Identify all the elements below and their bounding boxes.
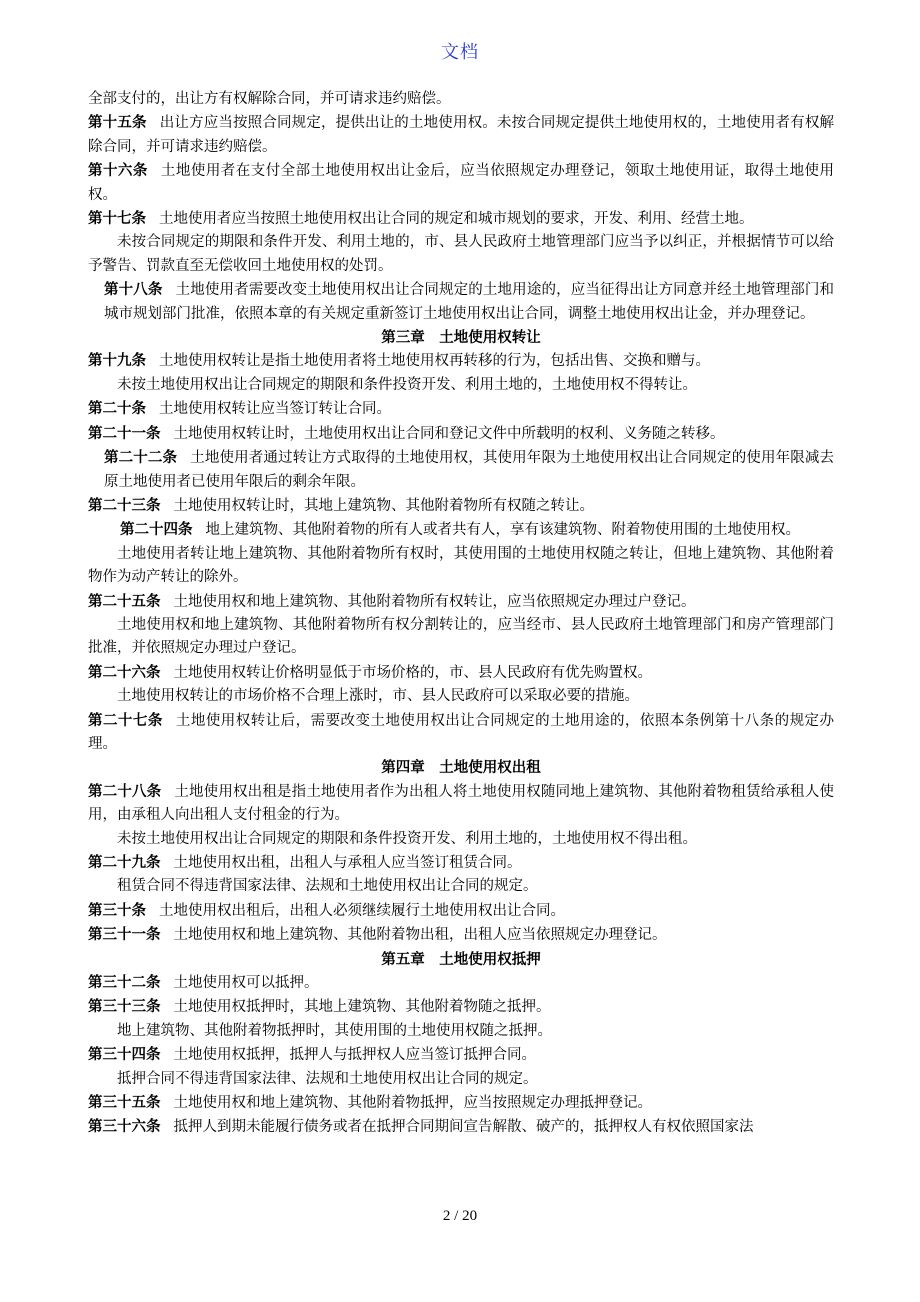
article-text: 地上建筑物、其他附着物的所有人或者共有人，享有该建筑物、附着物使用围的土地使用权。 [205,522,801,539]
article-text: 土地使用权转让是指土地使用者将土地使用权再转移的行为，包括出售、交换和赠与。 [159,353,711,370]
article-paragraph [88,349,834,373]
article-text: 土地使用者通过转让方式取得的土地使用权，其使用年限为土地使用权出让合同规定的使用年限减去原土地使用者已使用年限后的剩余年限。 [104,450,834,490]
article-paragraph [88,971,834,995]
article-paragraph [88,661,834,685]
paragraph-text: 未按土地使用权出让合同规定的期限和条件投资开发、利用土地的，土地使用权不得转让。 [117,376,697,393]
article-text: 土地使用权转让应当签订转让合同。 [159,401,392,418]
article-text: 土地使用权出租，出租人与承租人应当签订租赁合同。 [173,855,522,871]
current-page: 2 [442,1208,451,1224]
article-text: 土地使用权转让时，土地使用权出让合同和登记文件中所载明的权利、义务随之转移。 [173,425,725,442]
text-paragraph [88,374,834,397]
article-number: 第二十条 [88,400,146,418]
article-number: 第二十六条 [88,663,161,681]
total-pages: 20 [462,1208,478,1224]
article-paragraph [88,518,834,542]
article-text: 土地使用权转让后，需要改变土地使用权出让合同规定的土地用途的，依照本条例第十八条的规定办理。 [88,712,835,752]
article-text: 土地使用权抵押时，其地上建筑物、其他附着物随之抵押。 [173,999,551,1016]
article-number: 第二十四条 [120,521,193,539]
article-number: 第二十九条 [88,854,161,871]
text-paragraph [88,543,834,590]
article-text: 土地使用者需要改变土地使用权出让合同规定的土地用途的，应当征得出让方同意并经土地管理部门和城市规划部门批准，依照本章的有关规定重新签订土地使用权出让合同，调整土地使用权出让金，并办理登记。 [104,282,835,322]
article-paragraph [88,899,834,923]
text-paragraph [88,1020,834,1043]
chapter-heading [88,326,834,349]
article-text: 土地使用权和地上建筑物、其他附着物抵押，应当按照规定办理抵押登记。 [173,1095,653,1112]
paragraph-text: 租赁合同不得违背国家法律、法规和土地使用权出让合同的规定。 [117,878,538,895]
text-paragraph [88,828,834,851]
article-paragraph [88,1043,834,1067]
article-number: 第二十三条 [88,496,161,514]
article-number: 第十九条 [88,352,146,370]
article-number: 第二十七条 [88,711,163,729]
article-number: 第二十八条 [88,782,162,800]
article-text: 土地使用权和地上建筑物、其他附着物所有权转让，应当依照规定办理过户登记。 [173,593,696,610]
text-paragraph [88,685,834,708]
article-paragraph [88,446,834,494]
chapter-heading [88,756,834,779]
document-body [88,88,834,1140]
article-text: 土地使用权和地上建筑物、其他附着物出租，出租人应当依照规定办理登记。 [173,927,667,944]
article-paragraph [88,1091,834,1115]
article-paragraph [88,995,834,1019]
article-text: 土地使用权出租后，出租人必须继续履行土地使用权出让合同。 [159,902,566,919]
article-paragraph [88,111,834,159]
paragraph-text: 土地使用者转让地上建筑物、其他附着物所有权时，其使用围的土地使用权随之转让，但地上建筑物、其他附着物作为动产转让的除外。 [88,545,834,586]
text-paragraph [88,614,834,661]
article-number: 第二十二条 [104,449,178,467]
article-paragraph [88,1115,834,1139]
article-text: 土地使用权出租是指土地使用者作为出租人将土地使用权随同地上建筑物、其他附着物租赁给承租人使用，由承租人向出租人支付租金的行为。 [88,783,834,824]
article-number: 第三十六条 [88,1118,161,1136]
chapter-number: 第三章 [381,329,425,347]
article-paragraph [88,923,834,947]
paragraph-text: 未按合同规定的期限和条件开发、利用土地的，市、县人民政府土地管理部门应当予以纠正，并根据情节可以给予警告、罚款直至无偿收回土地使用权的处罚。 [88,234,834,274]
article-text: 出让方应当按照合同规定，提供出让的土地使用权。未按合同规定提供土地使用权的，土地使用者有权解除合同，并可请求违约赔偿。 [88,115,835,155]
article-paragraph [88,494,834,518]
article-paragraph [88,207,834,231]
article-text: 土地使用权转让价格明显低于市场价格的，市、县人民政府有优先购置权。 [173,664,653,681]
paragraph-text: 土地使用权转让的市场价格不合理上涨时，市、县人民政府可以采取必要的措施。 [117,688,639,705]
article-paragraph [88,851,834,875]
article-paragraph [88,422,834,446]
paragraph-text: 抵押合同不得违背国家法律、法规和土地使用权出让合同的规定。 [117,1070,538,1087]
chapter-heading [88,948,834,971]
article-number: 第十七条 [88,210,146,228]
article-number: 第二十一条 [88,424,161,442]
article-number: 第十五条 [88,114,147,132]
article-text: 土地使用权抵押，抵押人与抵押权人应当签订抵押合同。 [173,1047,537,1064]
chapter-title: 土地使用权转让 [439,329,541,347]
chapter-number: 第五章 [381,950,425,968]
article-number: 第十六条 [88,162,148,180]
paragraph-text: 未按土地使用权出让合同规定的期限和条件投资开发、利用土地的，土地使用权不得出租。 [117,830,697,847]
article-number: 第三十四条 [88,1046,161,1064]
article-text: 土地使用者应当按照土地使用权出让合同的规定和城市规划的要求，开发、利用、经营土地。 [159,211,754,228]
paragraph-text: 土地使用权和地上建筑物、其他附着物所有权分割转让的，应当经市、县人民政府土地管理部门和房产管理部门批准，并依照规定办理过户登记。 [88,616,834,657]
page-header: 文档 [441,42,479,63]
article-text: 抵押人到期未能履行债务或者在抵押合同期间宣告解散、破产的，抵押权人有权依照国家法 [173,1119,754,1136]
article-text: 土地使用权可以抵押。 [173,975,319,992]
article-paragraph [88,780,834,828]
article-text: 土地使用者在支付全部土地使用权出让金后，应当依照规定办理登记，领取土地使用证，取得土地使用权。 [88,163,834,203]
article-text: 土地使用权转让时，其地上建筑物、其他附着物所有权随之转让。 [173,497,595,514]
article-number: 第三十条 [88,901,146,919]
article-number: 第三十二条 [88,974,161,992]
article-paragraph [88,278,834,326]
text-paragraph [88,231,834,278]
article-number: 第三十五条 [88,1094,161,1112]
article-paragraph [88,397,834,421]
article-paragraph [88,590,834,614]
article-paragraph [88,159,834,207]
chapter-title: 土地使用权抵押 [439,950,541,968]
paragraph-text: 地上建筑物、其他附着物抵押时，其使用围的土地使用权随之抵押。 [117,1022,552,1039]
text-paragraph [88,1068,834,1091]
chapter-number: 第四章 [381,759,425,777]
article-number: 第十八条 [104,281,163,299]
page-separator: / [454,1208,459,1224]
article-number: 第二十五条 [88,592,161,610]
article-paragraph [88,709,834,757]
text-paragraph [88,875,834,898]
paragraph-text: 全部支付的，出让方有权解除合同，并可请求违约赔偿。 [88,91,451,107]
chapter-title: 土地使用权出租 [439,759,541,777]
page-number [0,1208,920,1225]
article-number: 第三十三条 [88,998,161,1016]
text-paragraph [88,88,834,111]
article-number: 第三十一条 [88,926,161,944]
